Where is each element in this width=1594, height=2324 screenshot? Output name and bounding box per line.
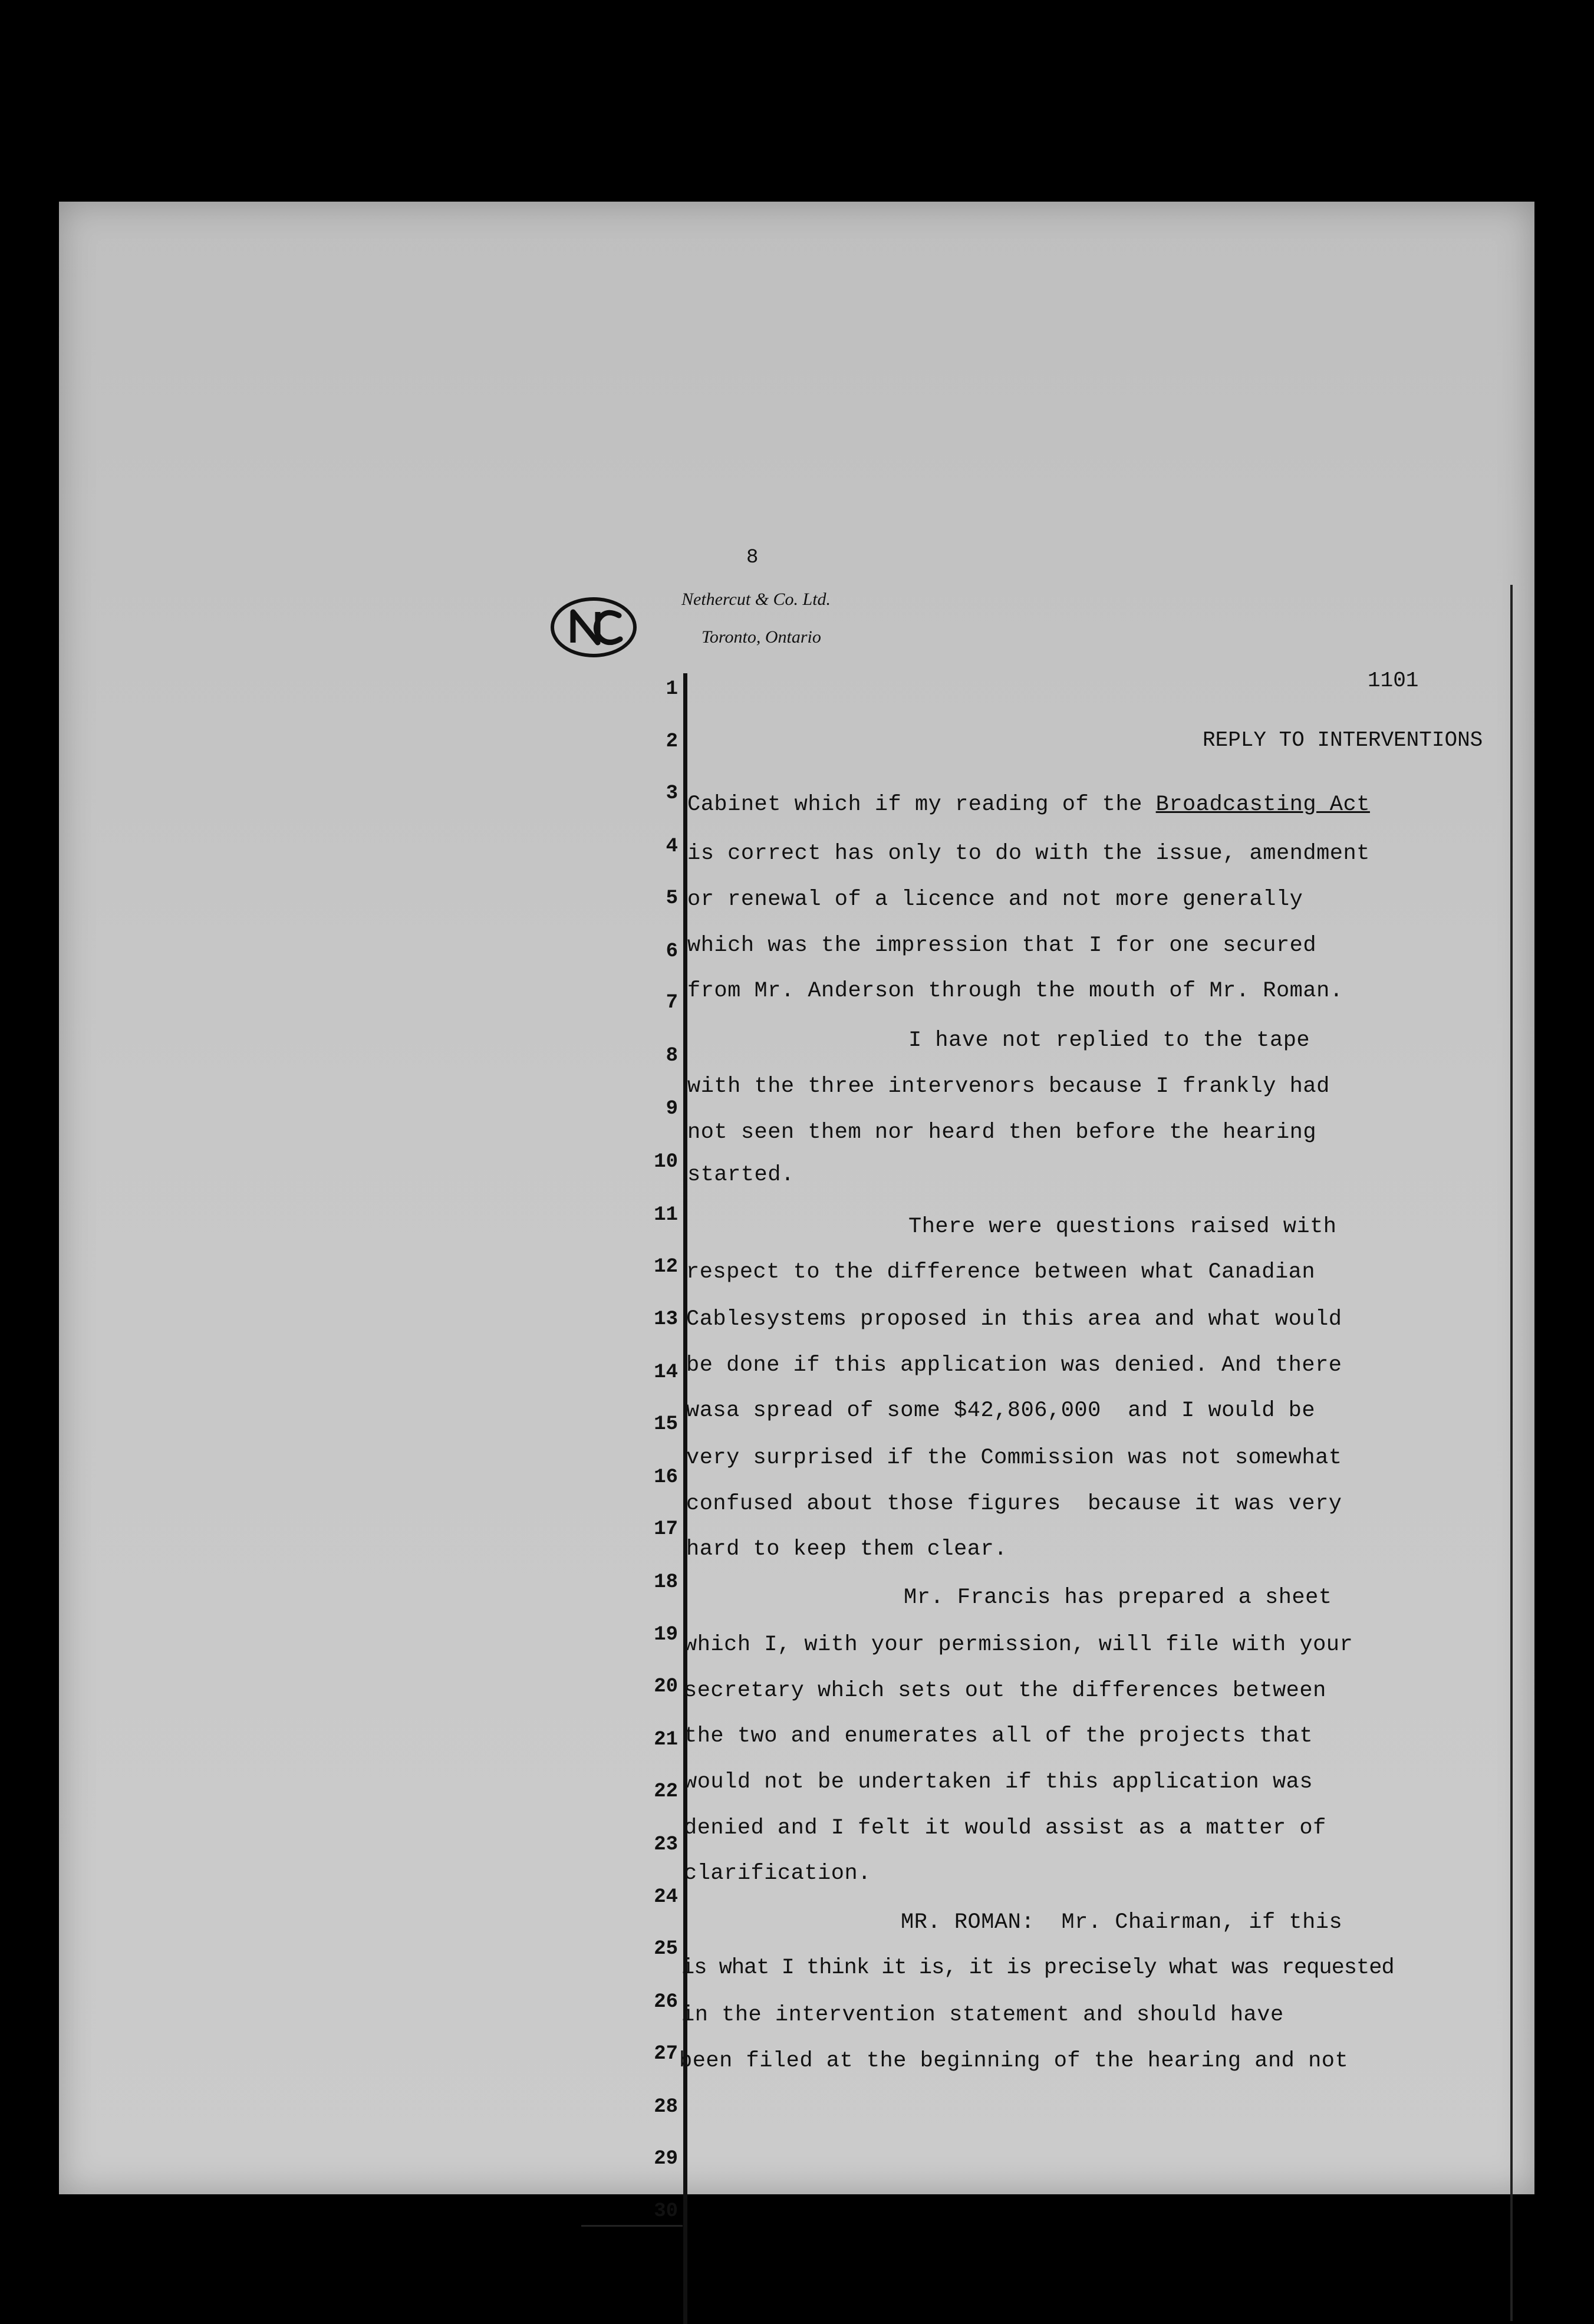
text-line: Cablesystems proposed in this area and what would [686, 1307, 1342, 1332]
line-number: 16 [654, 1466, 678, 1489]
line-number: 26 [654, 1991, 678, 2013]
text-line: or renewal of a licence and not more generally [687, 887, 1303, 912]
text-line: from Mr. Anderson through the mouth of Mr. Roman. [687, 979, 1343, 1003]
text-line: been filed at the beginning of the hearing and not [679, 2049, 1349, 2073]
line-number: 24 [654, 1886, 678, 1908]
line-number: 17 [654, 1518, 678, 1540]
right-margin-rule [1510, 585, 1513, 2321]
line-number: 5 [666, 887, 678, 910]
text-line: be done if this application was denied. And there [686, 1353, 1342, 1378]
line-number: 21 [654, 1729, 678, 1751]
text-line: very surprised if the Commission was not somewhat [686, 1446, 1342, 1470]
text-line: is correct has only to do with the issue, amendment [687, 841, 1370, 866]
text-line: not seen them nor heard then before the hearing [687, 1120, 1317, 1145]
company-city: Toronto, Ontario [702, 627, 821, 647]
line-number: 11 [654, 1204, 678, 1226]
text-line: There were questions raised with [908, 1214, 1337, 1239]
line-number: 3 [666, 782, 678, 805]
line-number: 8 [666, 1045, 678, 1067]
line-number: 30 [654, 2200, 678, 2223]
line-number: 15 [654, 1413, 678, 1436]
sheet-number: 8 [746, 547, 759, 569]
line-number: 18 [654, 1571, 678, 1594]
page-number: 1101 [1368, 669, 1419, 693]
text-line: in the intervention statement and should have [681, 2003, 1284, 2027]
line-number: 19 [654, 1624, 678, 1646]
line-number: 20 [654, 1675, 678, 1698]
line-number: 1 [666, 678, 678, 700]
text-line [687, 792, 1370, 817]
text-line: secretary which sets out the differences between [684, 1678, 1326, 1703]
text-line: with the three intervenors because I frankly had [687, 1074, 1330, 1099]
text-line: confused about those figures because it was very [686, 1492, 1342, 1516]
line-number: 28 [654, 2096, 678, 2118]
line-number: 29 [654, 2148, 678, 2170]
line-number: 4 [666, 835, 678, 858]
section-title: REPLY TO INTERVENTIONS [1203, 728, 1483, 752]
bottom-rule [581, 2225, 683, 2227]
text-fragment: Cabinet which if my reading of the [687, 792, 1156, 817]
text-line: would not be undertaken if this application was [684, 1770, 1313, 1795]
text-line: I have not replied to the tape [908, 1028, 1310, 1053]
text-line: is what I think it is, it is precisely what was requested [681, 1956, 1394, 1980]
line-number: 13 [654, 1308, 678, 1331]
line-number: 27 [654, 2043, 678, 2065]
line-number: 9 [666, 1098, 678, 1120]
line-number: 22 [654, 1780, 678, 1803]
text-line: Mr. Francis has prepared a sheet [904, 1585, 1332, 1610]
line-number: 6 [666, 940, 678, 963]
line-number: 10 [654, 1151, 678, 1173]
text-line: hard to keep them clear. [686, 1537, 1007, 1562]
act-title: Broadcasting Act [1155, 792, 1370, 817]
text-line: wasa spread of some $42,806,000 and I would be [686, 1398, 1316, 1423]
text-line: clarification. [684, 1861, 871, 1886]
text-line: started. [687, 1163, 795, 1187]
line-number: 7 [666, 992, 678, 1014]
text-line: which was the impression that I for one secured [687, 933, 1317, 958]
nc-logo-icon [549, 595, 638, 659]
line-number: 14 [654, 1361, 678, 1384]
company-name: Nethercut & Co. Ltd. [681, 590, 831, 609]
line-number: 2 [666, 730, 678, 753]
line-number: 12 [654, 1256, 678, 1278]
text-line: the two and enumerates all of the projects that [684, 1724, 1313, 1749]
transcript-page [59, 202, 1534, 2223]
text-line: which I, with your permission, will file with your [684, 1632, 1353, 1657]
text-line: MR. ROMAN: Mr. Chairman, if this [901, 1910, 1343, 1935]
line-number: 23 [654, 1833, 678, 1856]
text-line: respect to the difference between what Canadian [686, 1260, 1316, 1285]
line-number: 25 [654, 1938, 678, 1960]
text-line: denied and I felt it would assist as a matter of [684, 1816, 1326, 1841]
